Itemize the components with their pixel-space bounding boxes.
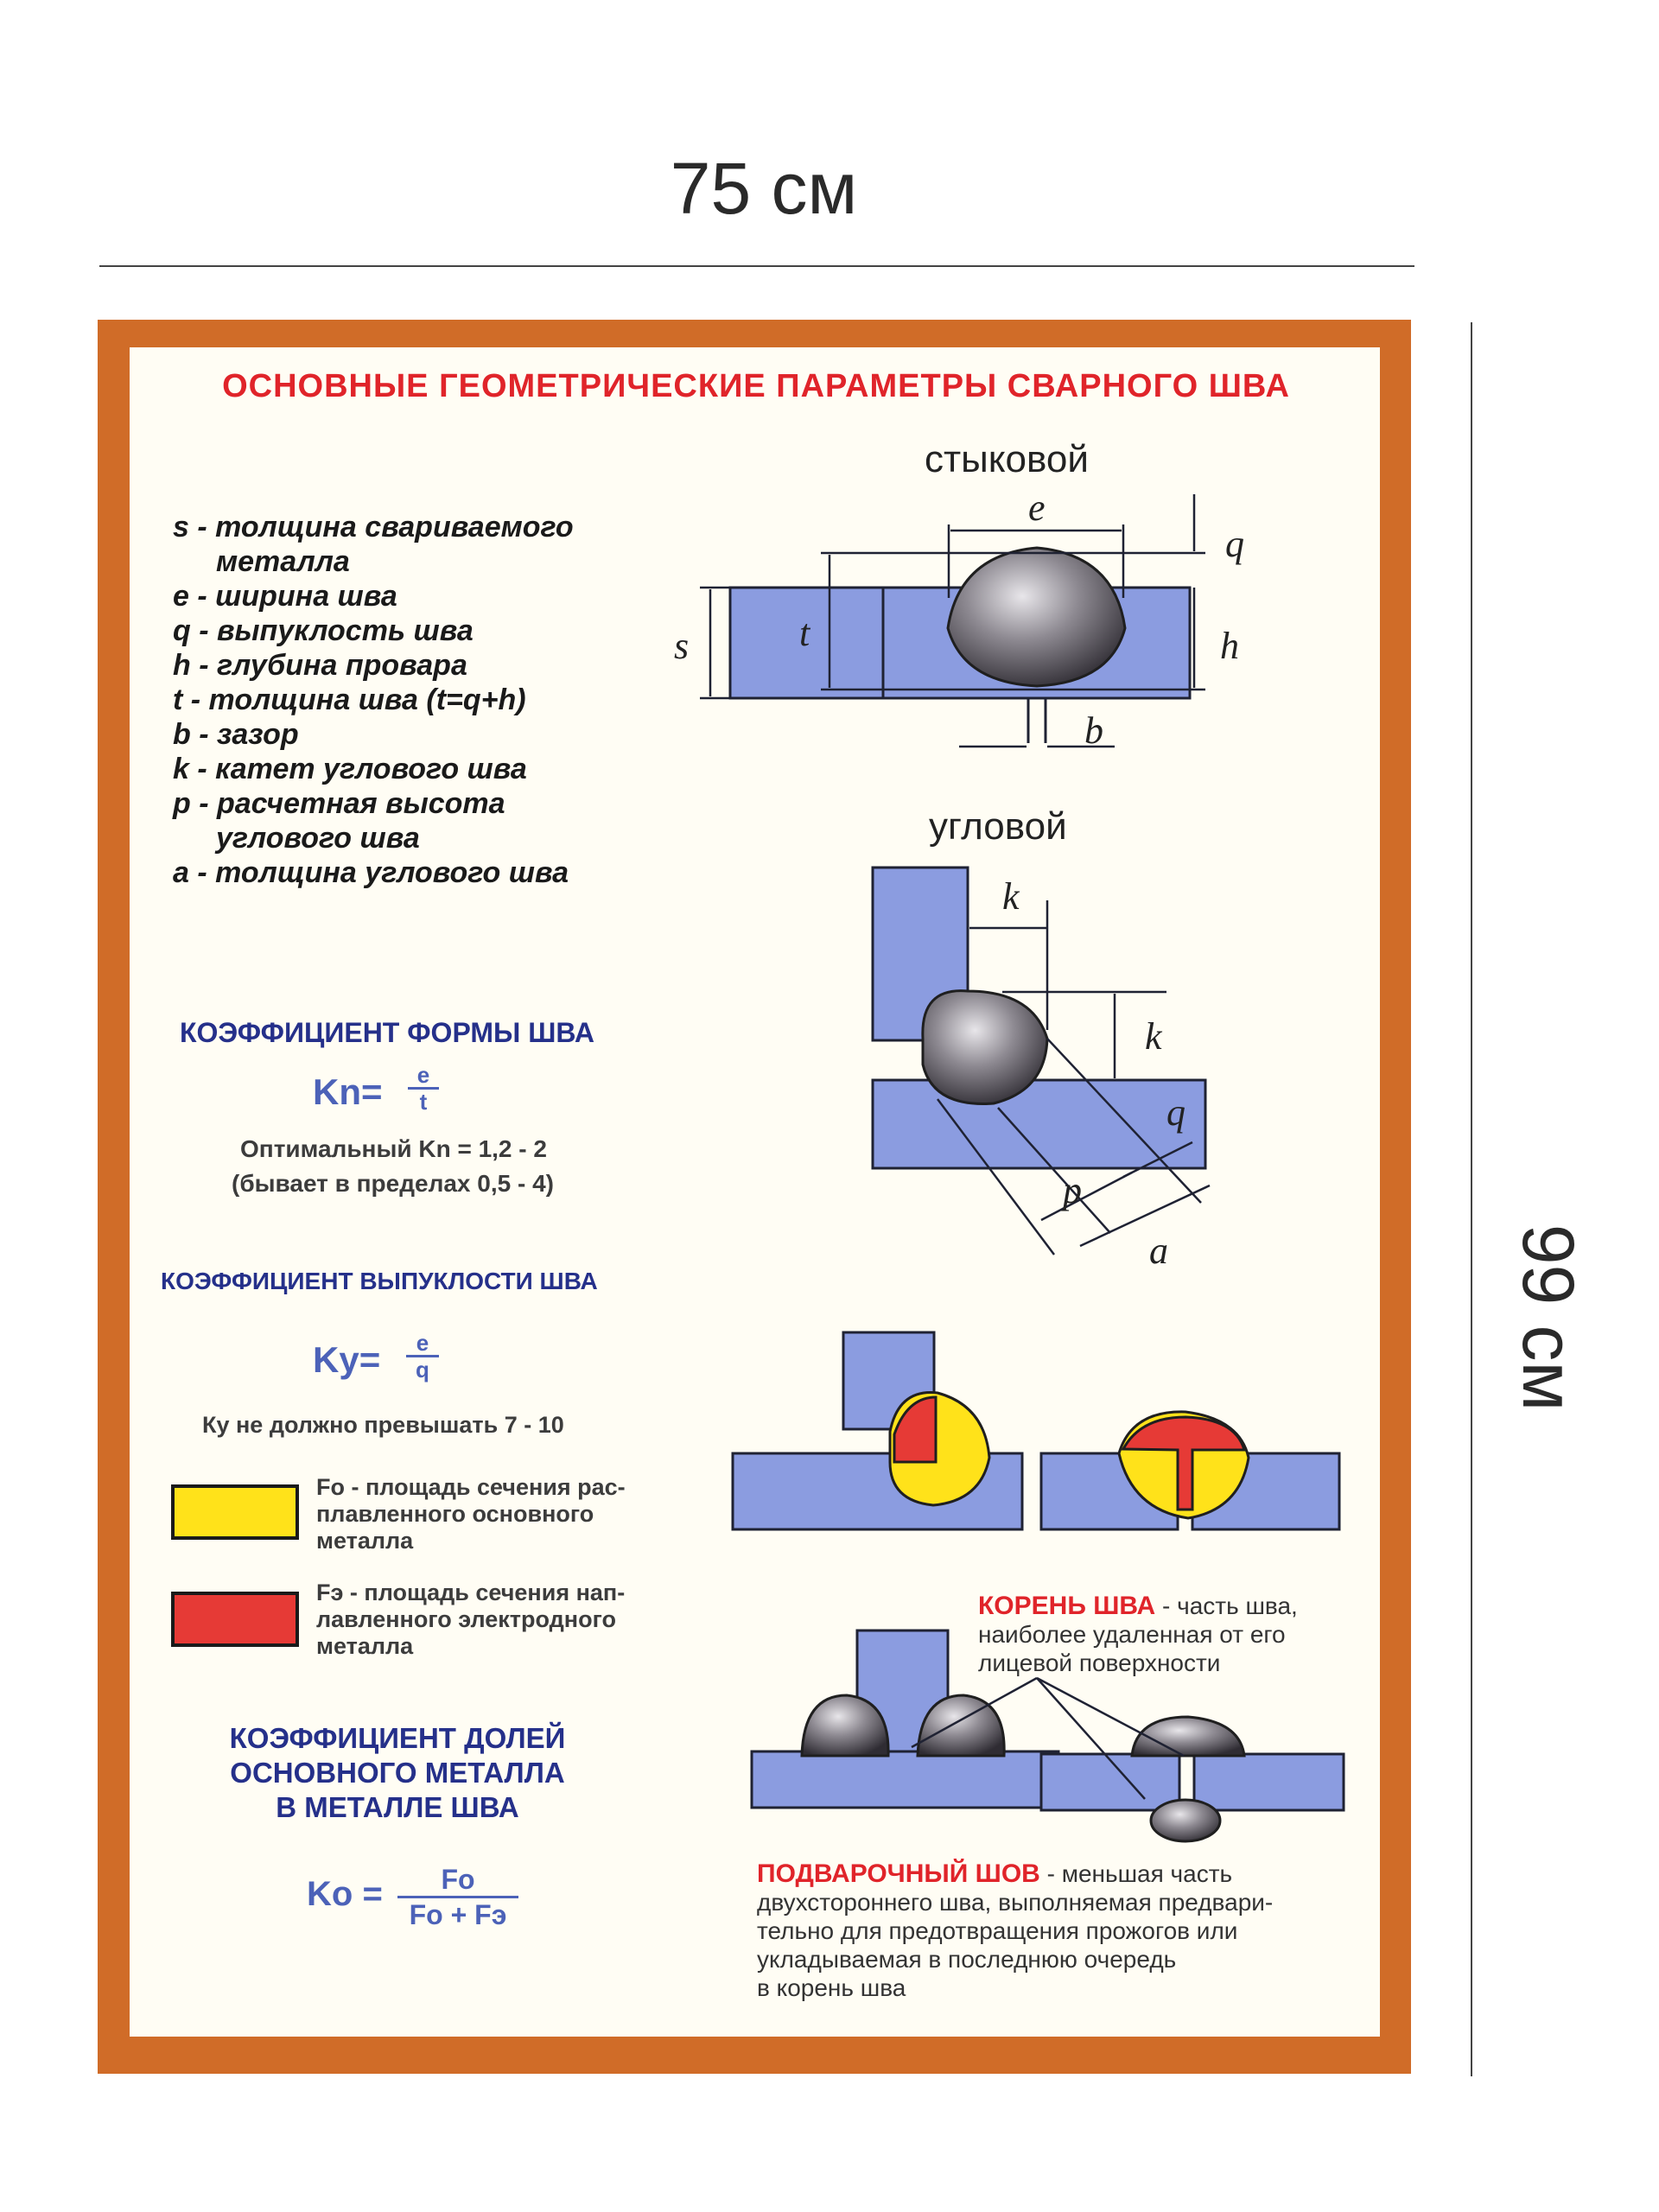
legend-item: t - толщина шва (t=q+h) <box>173 683 526 716</box>
shape-coef-symbol: Kn <box>313 1071 361 1112</box>
dim-a: a <box>1149 1230 1168 1272</box>
share-coef-formula: Ko = <box>307 1875 383 1913</box>
shape-coef-denominator: t <box>408 1087 439 1114</box>
electrode-metal-legend-line: лавленного электродного <box>316 1606 616 1632</box>
legend-item: p - расчетная высота <box>173 787 505 820</box>
backing-weld-bead <box>1151 1800 1220 1841</box>
legend-item: h - глубина провара <box>173 649 467 682</box>
convexity-coef-numerator: e <box>416 1330 429 1356</box>
root-term-rest: - часть шва, <box>1155 1592 1298 1619</box>
height-dimension-label: 99 см <box>1508 1224 1589 1412</box>
height-dimension-line <box>1471 322 1472 2076</box>
shape-coef-note: Оптимальный Kn = 1,2 - 2 <box>240 1135 547 1162</box>
backing-weld-term: ПОДВАРОЧНЫЙ ШОВ <box>757 1859 1040 1888</box>
root-definition-line: наиболее удаленная от его <box>978 1621 1286 1648</box>
weld-diagrams <box>130 347 1380 2037</box>
fillet-joint-label: угловой <box>929 805 1067 848</box>
backing-weld-term-rest: - меньшая часть <box>1039 1860 1233 1887</box>
legend-item: углового шва <box>216 822 420 855</box>
legend-item: e - ширина шва <box>173 580 397 613</box>
backing-weld-line: тельно для предотвращения прожогов или <box>757 1917 1238 1944</box>
shape-coef-range: (бывает в пределах 0,5 - 4) <box>232 1170 554 1197</box>
convexity-coef-denominator: q <box>406 1355 439 1382</box>
dim-t: t <box>799 612 810 654</box>
butt-joint-label: стыковой <box>925 438 1089 480</box>
butt-weld-bead <box>948 548 1125 686</box>
legend-item: a - толщина углового шва <box>173 856 569 889</box>
root-butt-plate-right <box>1194 1754 1344 1810</box>
dim-b: b <box>1084 709 1103 752</box>
convexity-coef-heading: КОЭФФИЦИЕНТ ВЫПУКЛОСТИ ШВА <box>161 1268 598 1294</box>
poster <box>130 347 1380 2037</box>
share-coef-symbol: Ko <box>307 1875 353 1913</box>
root-definition-line: лицевой поверхности <box>978 1649 1221 1676</box>
shape-coef-numerator: e <box>416 1062 430 1088</box>
backing-weld-line: двухстороннего шва, выполняемая предвари- <box>757 1889 1274 1916</box>
dim-e: e <box>1028 486 1046 529</box>
dim-k-horizontal: k <box>1002 875 1020 918</box>
share-coef-numerator: Fo <box>441 1864 475 1895</box>
legend-item: металла <box>216 545 350 578</box>
share-coef-heading-line: ОСНОВНОГО МЕТАЛЛА <box>230 1757 565 1789</box>
root-butt-plate-left <box>1041 1754 1179 1810</box>
share-coef-heading-line: В МЕТАЛЛЕ ШВА <box>276 1791 519 1823</box>
convexity-coef-formula: Ky= <box>313 1339 381 1380</box>
legend-item: q - выпуклость шва <box>173 614 474 647</box>
root-term: КОРЕНЬ ШВА <box>978 1592 1156 1620</box>
base-metal-legend-line: Fo - площадь сечения рас- <box>316 1474 626 1500</box>
width-dimension-line <box>99 265 1414 267</box>
shape-coef-formula: Kn= <box>313 1071 383 1112</box>
butt-gap <box>1028 698 1046 743</box>
dim-s: s <box>674 625 690 667</box>
root-tee-base-plate <box>752 1751 1058 1808</box>
width-dimension-label: 75 см <box>670 148 858 229</box>
legend-item: s - толщина свариваемого <box>173 511 574 543</box>
dim-h: h <box>1220 625 1239 667</box>
dim-p: p <box>1063 1169 1082 1211</box>
shape-coef-heading: КОЭФФИЦИЕНТ ФОРМЫ ШВА <box>180 1017 595 1048</box>
fillet-weld-bead <box>923 991 1047 1104</box>
convexity-coef-symbol: Ky <box>313 1339 359 1380</box>
base-metal-legend-line: металла <box>316 1528 414 1554</box>
legend-item: b - зазор <box>173 718 299 751</box>
share-coef-denominator: Fo + Fэ <box>397 1896 518 1931</box>
backing-weld-line: укладываемая в последнюю очередь <box>757 1946 1177 1973</box>
dim-k-vertical: k <box>1145 1015 1162 1058</box>
legend-item: k - катет углового шва <box>173 753 527 785</box>
backing-weld-line: в корень шва <box>757 1974 906 2001</box>
base-metal-legend-line: плавленного основного <box>316 1501 594 1527</box>
convexity-coef-note: Ку не должно превышать 7 - 10 <box>202 1412 564 1438</box>
dim-q: q <box>1225 523 1244 565</box>
dim-q-fillet: q <box>1166 1091 1185 1134</box>
electrode-metal-legend-line: Fэ - площадь сечения нап- <box>316 1580 626 1605</box>
electrode-metal-legend-line: металла <box>316 1633 414 1659</box>
share-coef-heading-line: КОЭФФИЦИЕНТ ДОЛЕЙ <box>229 1722 566 1754</box>
poster-title: ОСНОВНЫЕ ГЕОМЕТРИЧЕСКИЕ ПАРАМЕТРЫ СВАРНОГО ШВА <box>222 368 1290 404</box>
